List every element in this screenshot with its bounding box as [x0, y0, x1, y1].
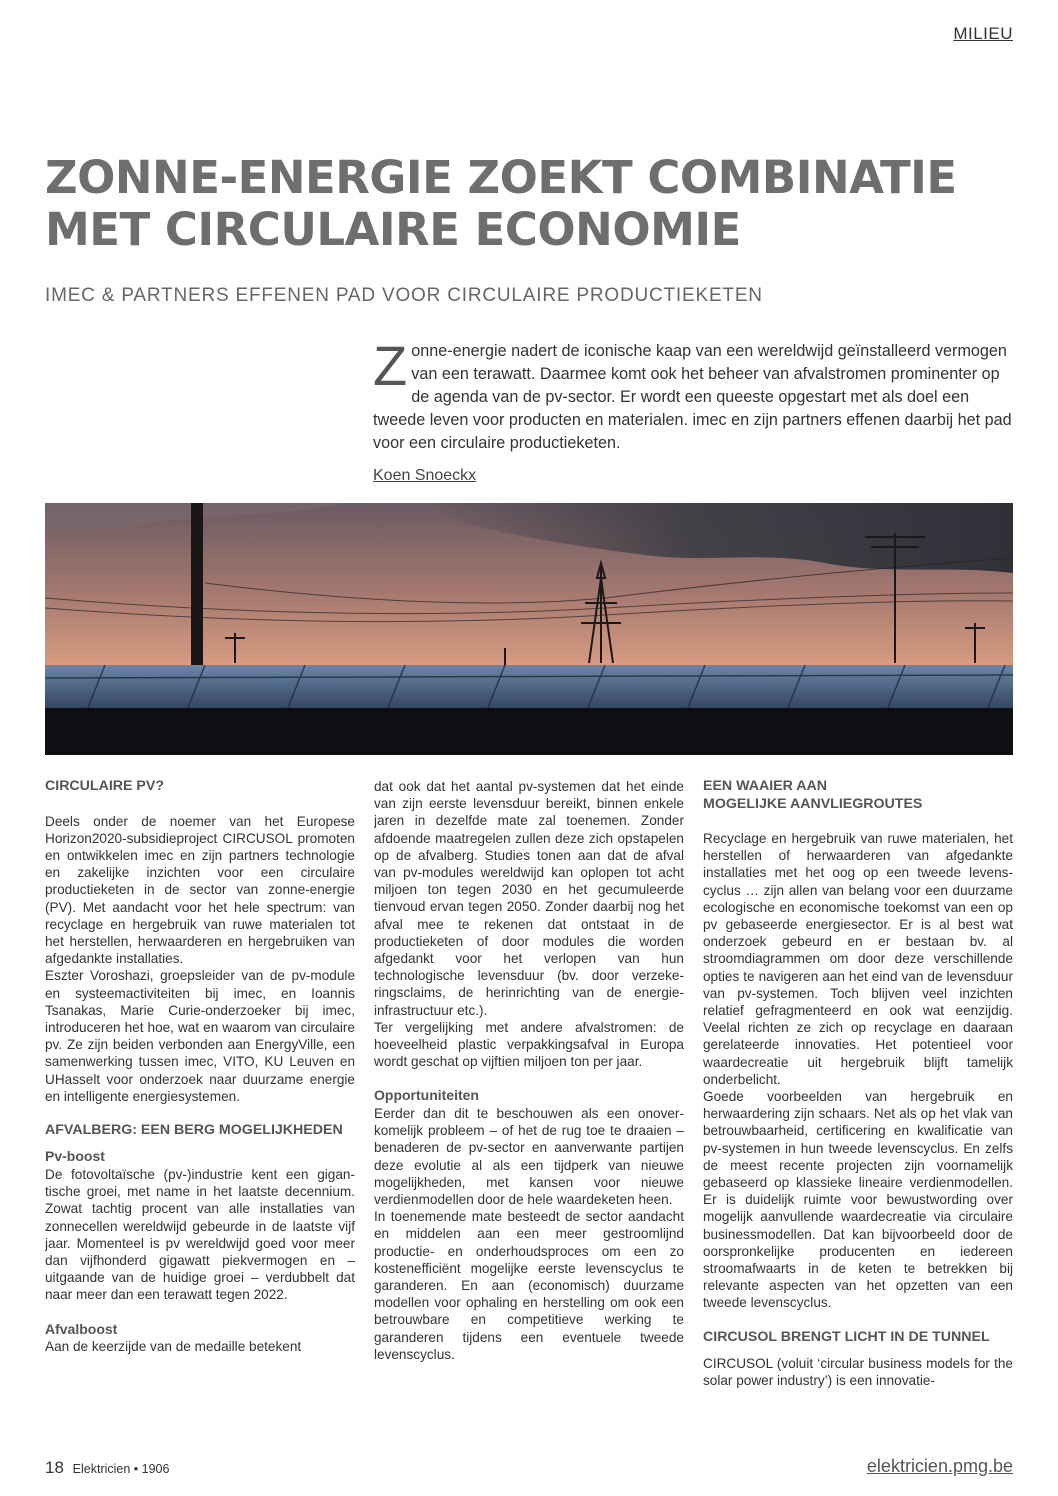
paragraph: Goede voorbeelden van hergebruik en herwaardering zijn schaars. Net als op het vlak van betrouwbaarheid, certificering en kwalificatie van pv-systemen in hun tweede levenscyclus. En zelfs de meest recente projecten zijn voornamelijk gebaseerd op klassieke lineaire verdienmodellen. Er is duidelijk ruimte voor bewustwording over mogelijk aanvullende waardecreatie via circulaire businessmodellen. Dat kan bijvoorbeeld door de oorspronkelijke producenten en iedereen stroomafwaarts in de keten te betrekken bij relevante aspecten van het opzetten van een tweede levenscyclus.	[703, 1089, 1013, 1311]
paragraph: dat ook dat het aantal pv-systemen dat het einde van zijn eerste levensduur bereikt, binnen enkele jaren in dezelfde mate zal toenemen. Zonder afdoende maatregelen zullen deze zich opstapelen op de afvalberg. Studies tonen aan dat de afval van pv-modules wereldwijd kan oplopen tot acht miljoen ton tegen 2030 en het gecumuleerde tienvoud ervan tegen 2050. Zonder daarbij nog het afval mee te rekenen dat ontstaat in de productieketen of door modules die worden afgedankt voor het verlopen van hun technologische levensduur (bv. door verzekeringsclaims, de herinrichting van de energie-infrastructuur etc.).	[374, 779, 684, 1018]
heading-waaier-line-2: MOGELIJKE AANVLIEGROUTES	[703, 795, 923, 812]
website-link[interactable]: elektricien.pmg.be	[866, 1456, 1013, 1476]
publication-name: Elektricien • 1906	[72, 1462, 170, 1476]
page-number: 18	[45, 1458, 64, 1477]
column-3	[703, 778, 1013, 1450]
heading-afvalberg: AFVALBERG: EEN BERG MOGELIJKHEDEN	[45, 1121, 343, 1138]
intro-text: onne-energie nadert de iconische kaap van een wereldwijd geïnstalleerd vermogen van een terawatt. Daarmee komt ook het beheer van afvalstromen prominenter op de agenda van de pv-sector. Er wordt een queeste opgestart met als doel een tweede leven voor producten en materialen. imec en zijn partners effenen daarbij het pad voor een circulaire productieketen.	[373, 342, 1012, 452]
subheading-opportuniteiten: Opportuniteiten	[374, 1087, 479, 1104]
section-tag[interactable]: MILIEU	[953, 24, 1013, 43]
drop-cap: Z	[373, 334, 408, 397]
paragraph: In toenemende mate besteedt de sector aandacht en middelen aan een meer gestroomlijnd productie- en onderhoudsproces om een zo kostenefficiënt mogelijke eerste levenscyclus te garanderen. En aan (economisch) duurzame modellen voor ophaling en herstelling om ook een betrouwbare en competitieve werking te garanderen tijdens een eventuele tweede levenscyclus.	[374, 1209, 684, 1362]
article-intro	[373, 334, 1013, 455]
paragraph: CIRCUSOL (voluit ‘circular business models for the solar power industry’) is een innovatie-	[703, 1356, 1013, 1389]
paragraph: Eerder dan dit te beschouwen als een onoverkomelijk probleem – of het de rug toe te draaien – benaderen de pv-sector en aanverwante partijen deze evolutie al als een tijdperk van nieuwe mogelijkheden, met kansen voor nieuwe verdienmodellen door de hele waardeketen heen.	[374, 1105, 684, 1207]
paragraph: Ter vergelijking met andere afvalstromen: de hoeveelheid plastic verpakkingsafval in Europa wordt geschat op vijftien miljoen ton per jaar.	[374, 1019, 684, 1070]
paragraph: Recyclage en hergebruik van ruwe materialen, het herstellen of herwaarderen van afgedankte installaties met het oog op een tweede levenscyclus … zijn allen van belang voor een duurzame ecologische en economische toekomst van een op pv gebaseerde energiesector. Er is al best wat onderzoek gebeurd en er bestaan bv. al stroomdiagrammen om door deze verschillende opties te navigeren aan het eind van de levensduur van pv-systemen. Toch blijven veel inzichten relatief gefragmenteerd en ook wat eenzijdig. Veelal richten ze zich op recyclage en daaraan gerelateerde innovaties. Het potentieel voor waardecreatie uit hergebruik blijft tamelijk onderbelicht.	[703, 831, 1013, 1087]
heading-circusol: CIRCUSOL BRENGT LICHT IN DE TUNNEL	[703, 1328, 990, 1345]
article-subtitle: IMEC & PARTNERS EFFENEN PAD VOOR CIRCULAIRE PRODUCTIEKETEN	[45, 285, 763, 306]
author-link[interactable]: Koen Snoeckx	[373, 467, 477, 484]
column-1	[45, 778, 355, 1450]
subheading-pv-boost: Pv-boost	[45, 1148, 105, 1165]
paragraph: Aan de keerzijde van de medaille betekent	[45, 1339, 302, 1355]
heading-waaier-line-1: EEN WAAIER AAN	[703, 778, 828, 794]
heading-circulaire-pv: CIRCULAIRE PV?	[45, 778, 165, 794]
page-footer	[45, 1458, 169, 1478]
article-title: ZONNE-ENERGIE ZOEKT COMBINATIE MET CIRCULAIRE ECONOMIE	[45, 151, 957, 256]
paragraph: Deels onder de noemer van het Europese Horizon2020-subsidieproject CIRCUSOL promoten en ontwikkelen imec en zijn partners technologie en zakelijke inzichten voor een circulaire productieketen in de sector van zonne-energie (PV). Met aandacht voor het hele spectrum: van recyclage en hergebruik van ruwe materialen tot het herstellen, herwaarderen en hergebruiken van afgedankte installaties.	[45, 813, 355, 967]
paragraph: De fotovoltaïsche (pv-)industrie kent een gigantische groei, met name in het laatste decennium. Zowat tachtig procent van alle installaties van zonnecellen wereldwijd gebeurde in de laatste vijf jaar. Momenteel is pv wereldwijd goed voor meer dan vijfhonderd gigawatt piekvermogen en – uitgaande van de huidige groei – verdubbelt dat naar meer dan een terawatt tegen 2022.	[45, 1166, 355, 1303]
subheading-afvalboost: Afvalboost	[45, 1320, 118, 1337]
column-2	[374, 778, 684, 1450]
paragraph: Eszter Voroshazi, groepsleider van de pv-module en systeemactiviteiten bij imec, en Ioannis Tsanakas, Marie Curie-onderzoeker bij imec, introduceren het hoe, wat en waarom van circulaire pv. Ze zijn beiden verbonden aan EnergyVille, een samenwerking tussen imec, VITO, KU Leuven en UHasselt voor onderzoek naar duurzame energie en intelligente energiesystemen.	[45, 968, 355, 1104]
hero-image-solar-field	[45, 503, 1013, 755]
